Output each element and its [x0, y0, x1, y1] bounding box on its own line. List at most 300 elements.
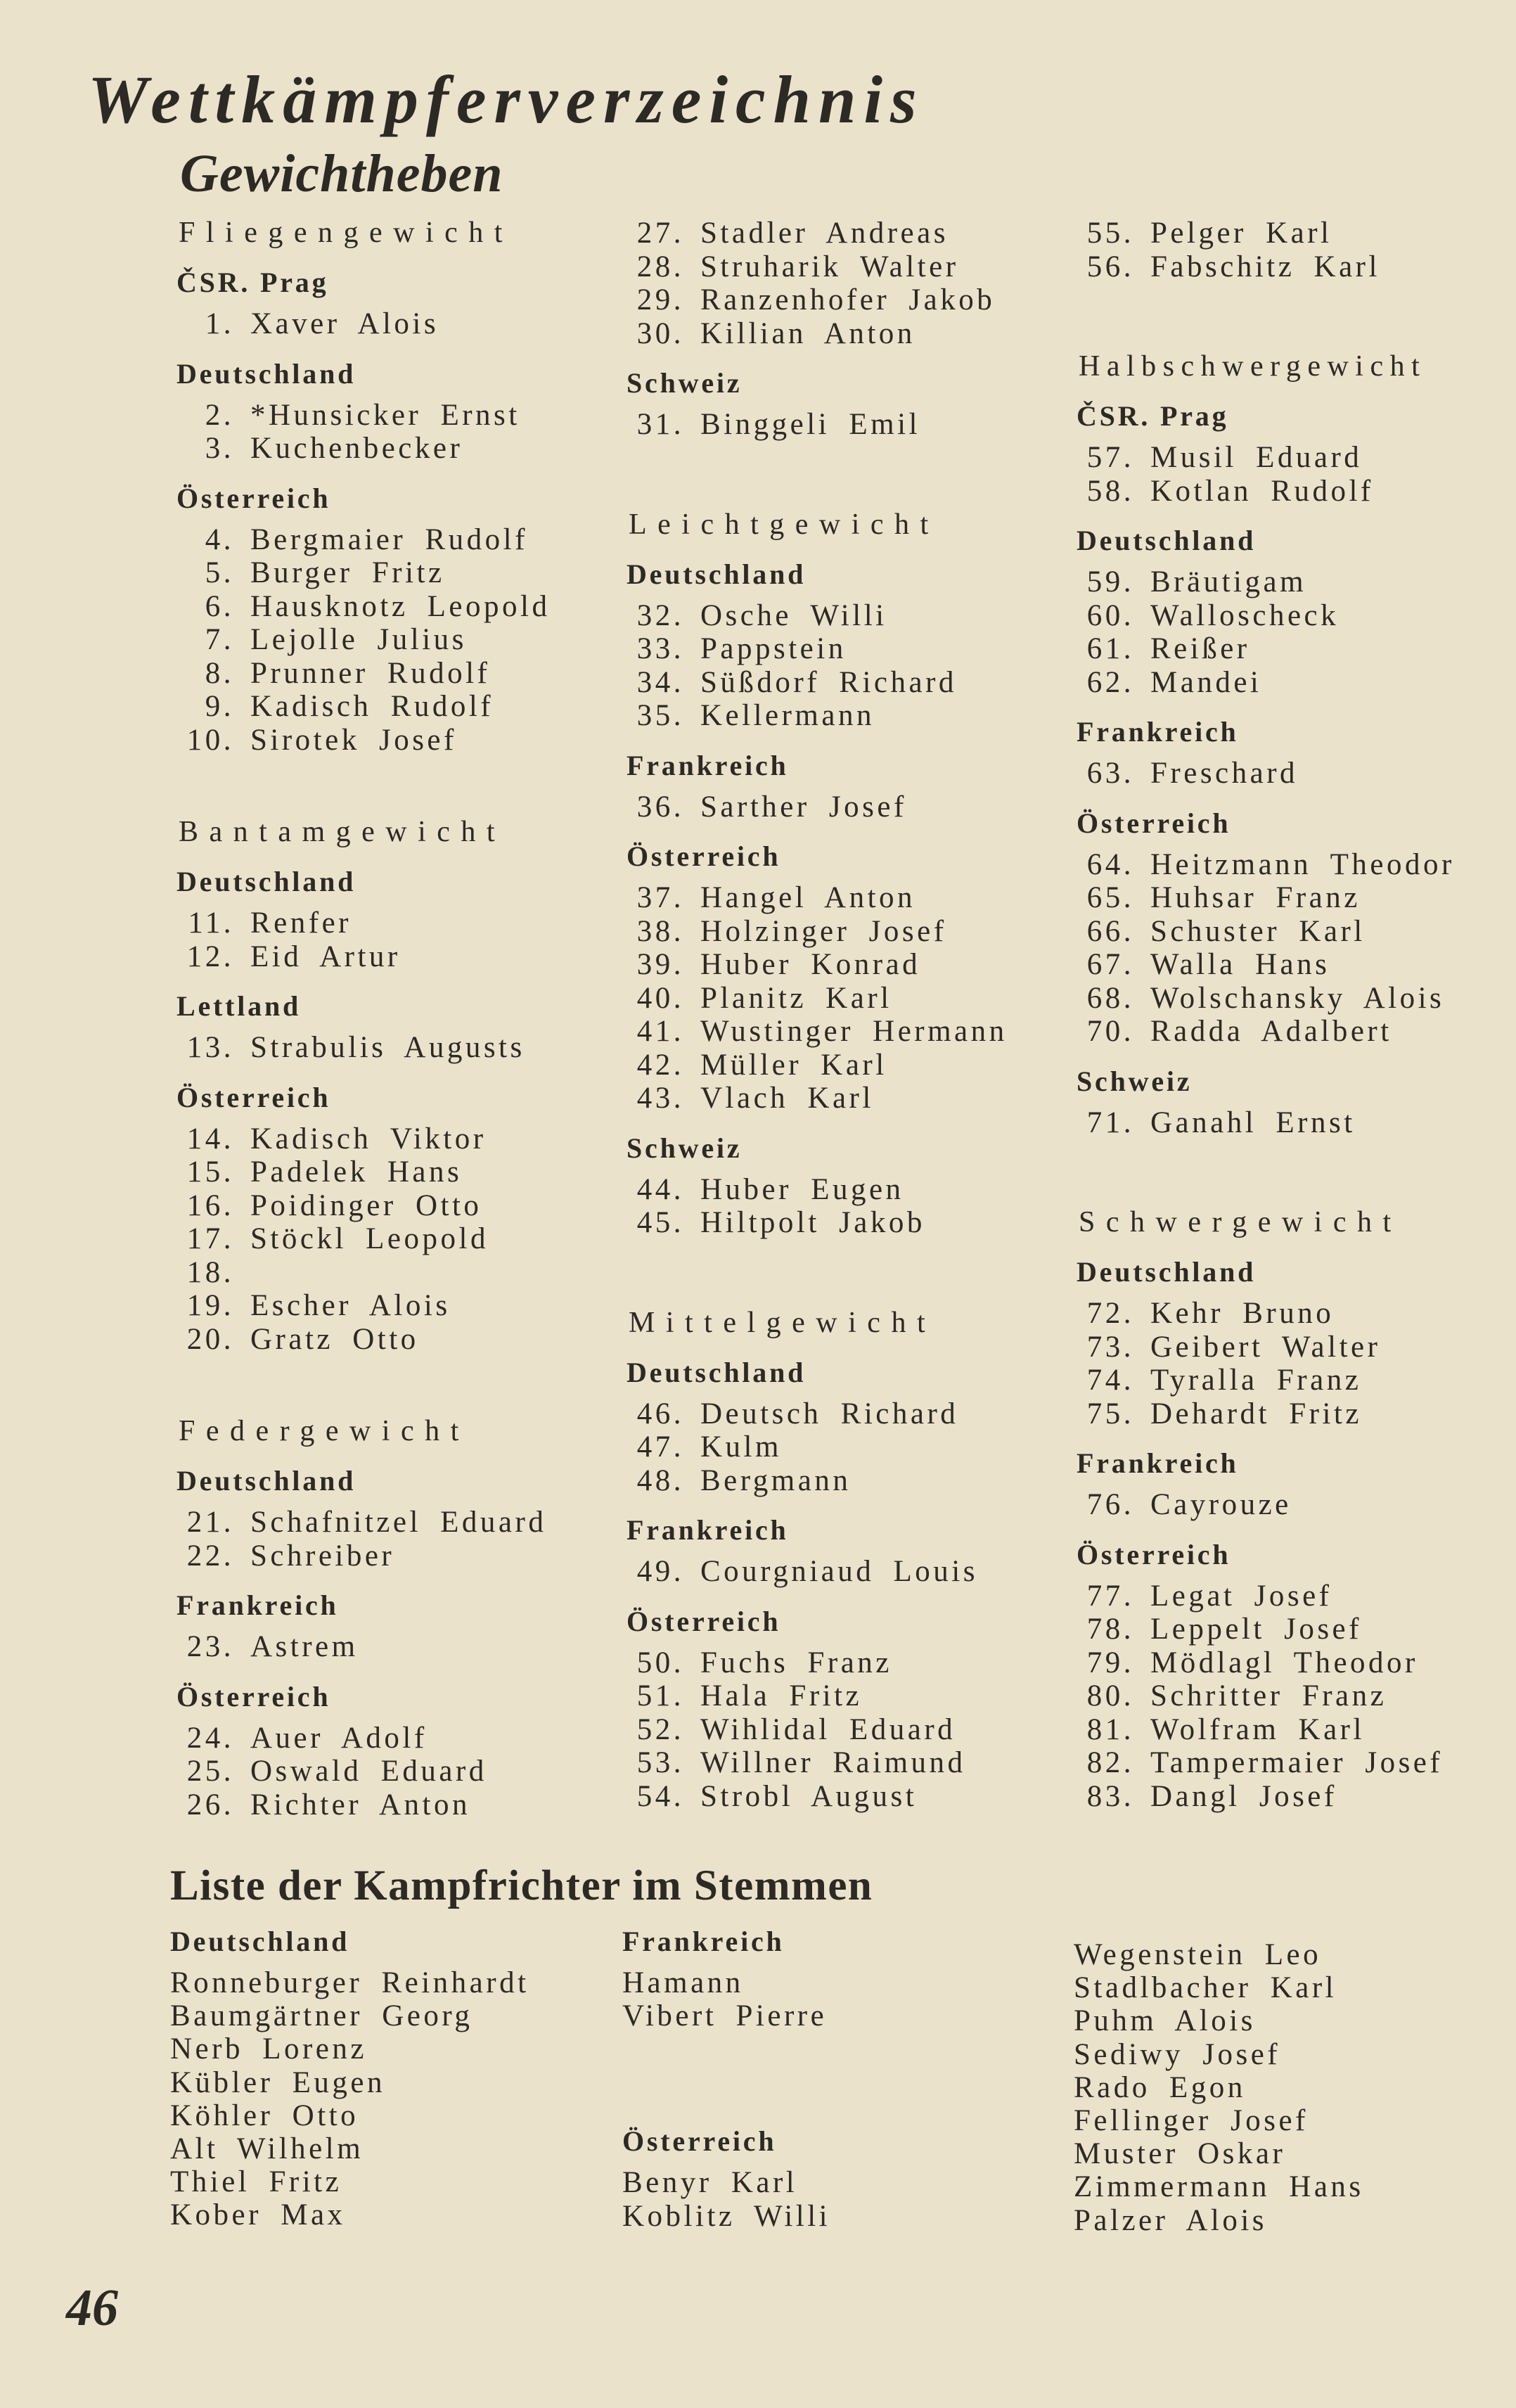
competitor-group — [176, 1415, 550, 1573]
competitor-group — [627, 1513, 1008, 1589]
competitor-name: Huber Konrad — [700, 948, 921, 981]
entry-number: 38. — [636, 914, 684, 948]
competitor-entry — [176, 1122, 550, 1156]
entry-number: 24. — [186, 1721, 234, 1755]
judge-group — [622, 2125, 830, 2232]
competitor-name: Geibert Walter — [1150, 1330, 1381, 1364]
competitor-entry — [627, 1780, 1008, 1814]
competitor-entry — [627, 982, 1008, 1016]
competitor-name: Holzinger Josef — [700, 914, 947, 948]
competitor-group — [1077, 807, 1455, 1049]
competitor-entry — [627, 1206, 1008, 1240]
competitor-entry — [627, 1464, 1008, 1498]
competitor-name: Hausknotz Leopold — [250, 589, 551, 623]
entry-number: 30. — [636, 316, 684, 350]
competitor-entry — [1077, 666, 1455, 700]
competitor-column — [1077, 217, 1455, 1813]
weight-class-heading: Mittelgewicht — [629, 1306, 937, 1339]
competitor-name: Xaver Alois — [250, 307, 439, 340]
entry-number: 27. — [636, 217, 684, 250]
competitor-group — [1077, 1447, 1455, 1522]
competitor-name: Planitz Karl — [700, 981, 892, 1015]
entry-number: 50. — [636, 1646, 684, 1679]
competitor-name: Heitzmann Theodor — [1150, 847, 1455, 881]
competitor-name: Fuchs Franz — [700, 1646, 892, 1679]
country-heading: Deutschland — [176, 1465, 356, 1497]
competitor-entry — [1077, 1746, 1455, 1780]
competitor-name: Stöckl Leopold — [250, 1222, 489, 1255]
entry-number: 36. — [636, 790, 684, 824]
country-heading: Österreich — [176, 482, 331, 514]
competitor-name: Eid Artur — [250, 940, 401, 973]
competitor-group — [627, 508, 1008, 733]
competitor-group — [627, 366, 1008, 442]
country-heading: Schweiz — [1077, 1065, 1193, 1097]
country-heading: Österreich — [627, 1605, 781, 1637]
competitor-entry — [627, 790, 1008, 824]
competitor-entry — [1077, 475, 1455, 508]
entry-number: 83. — [1086, 1779, 1134, 1813]
entry-number: 7. — [205, 623, 234, 656]
competitor-entry — [1077, 250, 1455, 284]
competitor-entry — [176, 1506, 550, 1539]
competitor-entry — [1077, 1364, 1455, 1397]
entry-number: 79. — [1086, 1646, 1134, 1679]
competitor-name: Auer Adolf — [250, 1721, 428, 1755]
entry-number: 28. — [636, 250, 684, 283]
country-heading: Schweiz — [627, 367, 743, 399]
competitor-entry — [627, 1082, 1008, 1115]
competitor-group — [1077, 217, 1455, 283]
competitor-name: Poidinger Otto — [250, 1189, 482, 1222]
judge-name: Palzer Alois — [1074, 2203, 1267, 2237]
country-heading: Schweiz — [627, 1132, 743, 1164]
competitor-name: Walla Hans — [1150, 948, 1330, 981]
competitor-name: Stadler Andreas — [700, 217, 949, 250]
competitor-group — [627, 840, 1008, 1115]
entry-number: 82. — [1086, 1746, 1134, 1779]
entry-number: 9. — [205, 690, 234, 723]
competitor-name: Kehr Bruno — [1150, 1297, 1335, 1330]
competitor-name: Renfer — [250, 907, 352, 940]
judge-group — [622, 1925, 830, 2032]
entry-number: 71. — [1086, 1106, 1134, 1139]
country-heading: Deutschland — [176, 357, 356, 390]
entry-number: 1. — [205, 307, 234, 340]
entry-number: 33. — [636, 632, 684, 665]
competitor-name: Wustinger Hermann — [700, 1015, 1008, 1048]
competitor-name: Pelger Karl — [1150, 217, 1332, 250]
judge-name: Stadlbacher Karl — [1074, 1971, 1337, 2005]
entry-number: 54. — [636, 1779, 684, 1813]
competitor-name: Pappstein — [700, 632, 847, 665]
competitor-entry — [1077, 1397, 1455, 1431]
competitor-entry — [176, 1031, 550, 1065]
country-heading: Österreich — [1077, 807, 1231, 839]
entry-number: 80. — [1086, 1679, 1134, 1712]
judge-name: Fellinger Josef — [1074, 2103, 1309, 2137]
competitor-name: Strabulis Augusts — [250, 1031, 525, 1064]
entry-number: 26. — [186, 1788, 234, 1821]
competitor-entry — [176, 1722, 550, 1755]
judge-column — [170, 1925, 529, 2232]
competitor-group — [1077, 715, 1455, 790]
competitor-group — [176, 1589, 550, 1664]
entry-number: 66. — [1086, 914, 1134, 948]
entry-number: 44. — [636, 1172, 684, 1206]
entry-number: 43. — [636, 1082, 684, 1115]
competitor-entry — [1077, 1488, 1455, 1522]
competitor-entry — [176, 590, 550, 624]
judge-group — [1074, 1938, 1364, 2237]
competitor-entry — [627, 699, 1008, 733]
competitor-name: Oswald Eduard — [250, 1755, 487, 1788]
competitor-entry — [627, 1430, 1008, 1464]
competitor-entry — [627, 1646, 1008, 1680]
competitor-name: Bergmann — [700, 1464, 852, 1497]
competitor-name: Tyralla Franz — [1150, 1364, 1362, 1397]
entry-number: 4. — [205, 523, 234, 556]
competitor-name: Schreiber — [250, 1539, 395, 1573]
entry-number: 31. — [636, 408, 684, 441]
entry-number: 75. — [1086, 1397, 1134, 1430]
competitor-group — [627, 1605, 1008, 1814]
competitor-name: Kotlan Rudolf — [1150, 474, 1374, 508]
competitor-entry — [627, 1746, 1008, 1780]
competitor-entry — [627, 632, 1008, 666]
entry-number: 67. — [1086, 948, 1134, 981]
entry-number: 12. — [186, 940, 234, 973]
competitor-entry — [627, 915, 1008, 949]
competitor-entry — [627, 666, 1008, 700]
competitor-entry — [1077, 1580, 1455, 1613]
competitor-entry — [1077, 1297, 1455, 1331]
competitor-group — [176, 357, 550, 466]
country-heading: Frankreich — [176, 1589, 339, 1621]
competitor-name: Osche Willi — [700, 598, 887, 632]
entry-number: 76. — [1086, 1488, 1134, 1521]
competitor-entry — [176, 1189, 550, 1223]
competitor-entry — [627, 1397, 1008, 1431]
judge-name: Alt Wilhelm — [170, 2132, 364, 2165]
entry-number: 59. — [1086, 565, 1134, 598]
entry-number: 62. — [1086, 665, 1134, 699]
judge-name: Puhm Alois — [1074, 2004, 1256, 2038]
judges-list-title: Liste der Kampfrichter im Stemmen — [170, 1862, 873, 1909]
competitor-entry — [176, 307, 550, 341]
entry-number: 23. — [186, 1630, 234, 1663]
competitor-name: Astrem — [250, 1630, 359, 1663]
competitor-entry — [1077, 1780, 1455, 1814]
competitor-entry — [176, 523, 550, 557]
entry-number: 46. — [636, 1397, 684, 1430]
entry-number: 74. — [1086, 1364, 1134, 1397]
entry-number: 14. — [186, 1122, 234, 1155]
competitor-name: Strobl August — [700, 1779, 918, 1813]
entry-number: 63. — [1086, 757, 1134, 790]
competitor-entry — [1077, 982, 1455, 1016]
weight-class-heading: Bantamgewicht — [179, 816, 506, 848]
country-heading: Österreich — [1077, 1538, 1231, 1570]
competitor-entry — [627, 1015, 1008, 1049]
competitor-group — [1077, 1538, 1455, 1814]
competitor-name: Legat Josef — [1150, 1579, 1332, 1613]
weight-class-heading: Halbschwergewicht — [1079, 350, 1427, 383]
entry-number: 34. — [636, 665, 684, 699]
judge-name: Kober Max — [170, 2198, 346, 2232]
competitor-name: Courgniaud Louis — [700, 1555, 978, 1588]
entry-number: 72. — [1086, 1297, 1134, 1330]
country-heading: Deutschland — [627, 1356, 807, 1388]
country-heading: Deutschland — [170, 1926, 350, 1957]
page-number: 46 — [66, 2279, 118, 2337]
competitor-entry — [176, 1222, 550, 1256]
competitor-name: Hangel Anton — [700, 881, 916, 914]
competitor-name: Burger Fritz — [250, 556, 445, 589]
entry-number: 53. — [636, 1746, 684, 1779]
entry-number: 39. — [636, 948, 684, 981]
competitor-name: Escher Alois — [250, 1289, 451, 1322]
entry-number: 20. — [186, 1322, 234, 1356]
competitor-name: Sarther Josef — [700, 790, 907, 824]
entry-number: 5. — [205, 556, 234, 589]
competitor-group — [176, 816, 550, 973]
competitor-entry — [627, 317, 1008, 351]
judge-name: Nerb Lorenz — [170, 2032, 367, 2066]
competitor-name: Huber Eugen — [700, 1172, 904, 1206]
competitor-entry — [1077, 1613, 1455, 1646]
country-heading: Österreich — [627, 840, 781, 872]
country-heading: Deutschland — [627, 558, 807, 590]
entry-number: 52. — [636, 1712, 684, 1746]
judge-columns — [0, 1925, 1516, 2255]
competitor-entry — [176, 623, 550, 657]
entry-number: 21. — [186, 1506, 234, 1539]
competitor-entry — [627, 217, 1008, 250]
page-title: Wettkämpferverzeichnis — [88, 62, 925, 137]
competitor-name: Mödlagl Theodor — [1150, 1646, 1418, 1679]
competitor-name: Mandei — [1150, 665, 1262, 699]
competitor-entry — [176, 690, 550, 724]
competitor-name: Süßdorf Richard — [700, 665, 957, 699]
country-heading: Österreich — [176, 1680, 331, 1712]
judge-name: Hamann — [622, 1966, 744, 1999]
competitor-entry — [176, 1755, 550, 1788]
competitor-name: Richter Anton — [250, 1788, 470, 1821]
competitor-name: Schuster Karl — [1150, 914, 1366, 948]
competitor-entry — [1077, 915, 1455, 949]
country-heading: Deutschland — [1077, 1256, 1257, 1288]
competitor-group — [1077, 1065, 1455, 1140]
competitor-name: Killian Anton — [700, 316, 916, 350]
entry-number: 78. — [1086, 1613, 1134, 1646]
judge-name: Thiel Fritz — [170, 2165, 342, 2199]
competitor-entry — [1077, 217, 1455, 250]
competitor-entry — [1077, 599, 1455, 633]
judge-name: Zimmermann Hans — [1074, 2170, 1364, 2204]
competitor-entry — [627, 948, 1008, 982]
competitor-entry — [1077, 1713, 1455, 1747]
competitor-entry — [627, 250, 1008, 284]
competitor-name: Wolschansky Alois — [1150, 981, 1445, 1015]
judge-name: Benyr Karl — [622, 2166, 798, 2200]
entry-number: 41. — [636, 1015, 684, 1048]
competitor-entry — [176, 1289, 550, 1323]
judge-name: Muster Oskar — [1074, 2137, 1286, 2171]
judge-group — [170, 1925, 529, 2232]
judge-name: Köhler Otto — [170, 2099, 359, 2132]
entry-number: 60. — [1086, 598, 1134, 632]
competitor-name: Schafnitzel Eduard — [250, 1506, 547, 1539]
competitor-name: Kulm — [700, 1430, 782, 1464]
judge-name: Sediwy Josef — [1074, 2037, 1281, 2071]
entry-number: 48. — [636, 1464, 684, 1497]
competitor-entry — [176, 432, 550, 466]
judge-column — [622, 1925, 830, 2233]
judge-name: Vibert Pierre — [622, 1999, 828, 2033]
competitor-entry — [176, 1788, 550, 1822]
competitor-name: Tampermaier Josef — [1150, 1746, 1444, 1779]
entry-number: 81. — [1086, 1712, 1134, 1746]
competitor-column — [176, 217, 550, 1821]
judge-name: Ronneburger Reinhardt — [170, 1966, 529, 1999]
competitor-entry — [1077, 565, 1455, 599]
entry-number: 47. — [636, 1430, 684, 1464]
competitor-entry — [1077, 632, 1455, 666]
competitor-entry — [627, 881, 1008, 915]
competitor-name: Deutsch Richard — [700, 1397, 959, 1430]
competitor-entry — [176, 1323, 550, 1357]
competitor-name: Bräutigam — [1150, 565, 1307, 598]
competitor-name: Binggeli Emil — [700, 408, 920, 441]
competitor-entry — [1077, 757, 1455, 790]
weight-class-heading: Leichtgewicht — [629, 508, 939, 541]
entry-number: 64. — [1086, 847, 1134, 881]
competitor-name: Wihlidal Eduard — [700, 1712, 956, 1746]
weight-class-heading: Schwergewicht — [1079, 1206, 1402, 1238]
country-heading: Frankreich — [1077, 716, 1239, 748]
competitor-group — [627, 749, 1008, 824]
competitor-entry — [1077, 1331, 1455, 1364]
entry-number: 57. — [1086, 441, 1134, 474]
competitor-entry — [176, 399, 550, 433]
country-heading: Deutschland — [1077, 525, 1257, 556]
competitor-group — [1077, 524, 1455, 699]
competitor-group — [1077, 350, 1455, 508]
entry-number: 42. — [636, 1048, 684, 1082]
judge-name: Koblitz Willi — [622, 2199, 831, 2233]
competitor-name: Reißer — [1150, 632, 1250, 665]
competitor-entry — [627, 599, 1008, 633]
competitor-entry — [627, 283, 1008, 317]
entry-number: 68. — [1086, 981, 1134, 1015]
competitor-entry — [176, 1630, 550, 1664]
entry-number: 10. — [186, 723, 234, 757]
competitor-entry — [176, 657, 550, 691]
competitor-group — [627, 1307, 1008, 1498]
weight-class-heading: Fliegengewicht — [179, 217, 513, 249]
competitor-group — [176, 1680, 550, 1822]
competitor-entry — [1077, 1646, 1455, 1680]
country-heading: Frankreich — [627, 749, 789, 781]
entry-number: 58. — [1086, 474, 1134, 508]
competitor-entry — [176, 1155, 550, 1189]
competitor-name: Kellermann — [700, 699, 875, 732]
entry-number: 16. — [186, 1189, 234, 1222]
competitor-group — [1077, 1206, 1455, 1430]
competitor-entry — [176, 556, 550, 590]
entry-number: 55. — [1086, 217, 1134, 250]
country-heading: Frankreich — [627, 1514, 789, 1546]
country-heading: Lettland — [176, 990, 302, 1022]
competitor-name: Struharik Walter — [700, 250, 959, 283]
competitor-entry — [627, 1049, 1008, 1082]
competitor-entry — [1077, 848, 1455, 882]
entry-number: 22. — [186, 1539, 234, 1573]
competitor-name: Sirotek Josef — [250, 723, 457, 757]
competitor-column — [627, 217, 1008, 1813]
entry-number: 37. — [636, 881, 684, 914]
competitor-name: Müller Karl — [700, 1048, 887, 1082]
entry-number: 13. — [186, 1031, 234, 1064]
competitor-entry — [176, 724, 550, 757]
entry-number: 65. — [1086, 881, 1134, 914]
entry-number: 2. — [205, 398, 234, 432]
country-heading: Österreich — [176, 1081, 331, 1113]
entry-number: 61. — [1086, 632, 1134, 665]
entry-number: 29. — [636, 283, 684, 316]
competitor-group — [176, 217, 550, 341]
competitor-name: Hala Fritz — [700, 1679, 863, 1712]
entry-number: 32. — [636, 598, 684, 632]
competitor-group — [627, 1132, 1008, 1240]
judge-name: Kübler Eugen — [170, 2066, 386, 2099]
entry-number: 77. — [1086, 1579, 1134, 1613]
judge-name: Rado Egon — [1074, 2070, 1246, 2104]
country-heading: Österreich — [622, 2125, 777, 2158]
country-heading: ČSR. Prag — [1077, 400, 1229, 432]
competitor-entry — [1077, 1106, 1455, 1140]
entry-number: 11. — [188, 907, 234, 940]
competitor-name: Musil Eduard — [1150, 441, 1363, 474]
competitor-group — [176, 1081, 550, 1357]
entry-number: 73. — [1086, 1330, 1134, 1364]
competitor-name: Vlach Karl — [700, 1082, 874, 1115]
entry-number: 45. — [636, 1206, 684, 1239]
competitor-name: Radda Adalbert — [1150, 1015, 1392, 1048]
entry-number: 3. — [205, 432, 234, 465]
entry-number: 35. — [636, 699, 684, 732]
country-heading: Frankreich — [622, 1926, 785, 1957]
section-subtitle: Gewichtheben — [180, 144, 503, 203]
competitor-entry — [1077, 1015, 1455, 1049]
competitor-name: Bergmaier Rudolf — [250, 523, 528, 556]
country-heading: Frankreich — [1077, 1447, 1239, 1479]
competitor-name: Leppelt Josef — [1150, 1613, 1362, 1646]
competitor-name: Prunner Rudolf — [250, 656, 491, 690]
entry-number: 51. — [636, 1679, 684, 1712]
country-heading: ČSR. Prag — [176, 267, 329, 298]
competitor-name: Gratz Otto — [250, 1322, 419, 1356]
competitor-entry — [627, 408, 1008, 442]
competitor-name: Willner Raimund — [700, 1746, 966, 1779]
competitor-name: Huhsar Franz — [1150, 881, 1361, 914]
judge-name: Baumgärtner Georg — [170, 1999, 473, 2033]
competitor-name: Ganahl Ernst — [1150, 1106, 1356, 1139]
competitor-name: Fabschitz Karl — [1150, 250, 1380, 283]
competitor-name: Freschard — [1150, 757, 1299, 790]
competitor-name: Hiltpolt Jakob — [700, 1206, 925, 1239]
